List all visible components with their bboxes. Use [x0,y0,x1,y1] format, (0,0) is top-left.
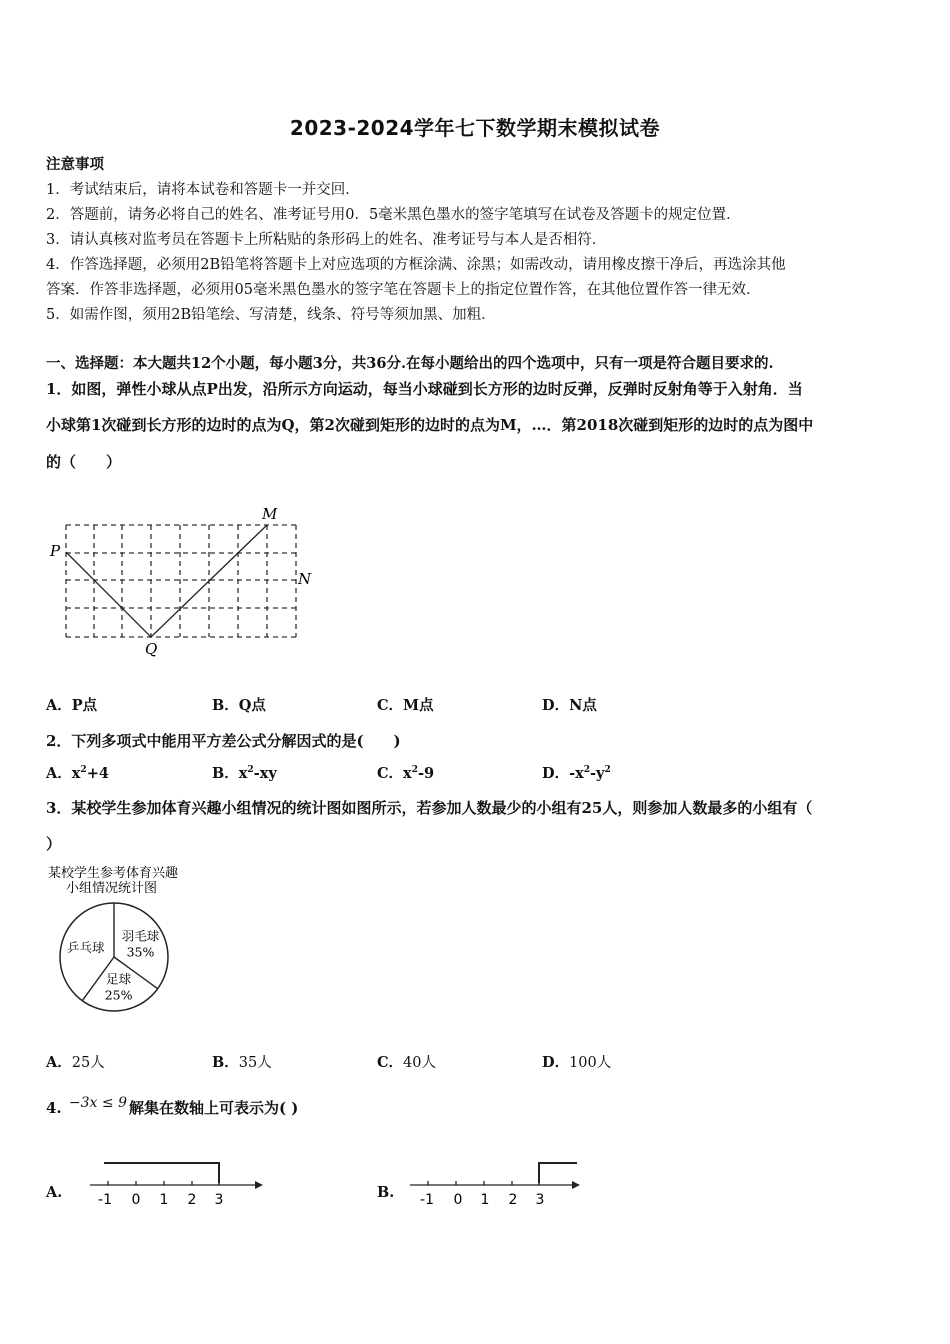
option-base: x [238,765,248,782]
option-text: 35人 [238,1055,272,1071]
q1-stem-2: 小球第1次碰到长方形的边时的点为Q，第2次碰到矩形的边时的点为M，…．第2018次碰到矩形的边时的点为图中 [46,416,814,434]
option-text: Q点 [238,697,266,714]
pie-slice-value: 25% [104,987,133,1003]
option-key: D． [542,765,570,782]
notice-item: 4．作答选择题，必须用2B铅笔将答题卡上对应选项的方框涂满、涂黑；如需改动，请用橡皮擦干净后，再选涂其他 [46,257,786,273]
label-q: Q [145,640,158,658]
option-text: 25人 [71,1055,105,1071]
q2-option-b[interactable] [212,762,277,783]
chart-title-1: 某校学生参考体育兴趣 [48,866,179,881]
pie-slice-label: 羽毛球 [121,928,160,944]
option-base: -x [569,765,584,782]
q2-option-a[interactable] [46,762,109,783]
tick-label: 3 [535,1192,545,1208]
option-tail: +4 [86,765,109,782]
q3-option-c[interactable] [377,1051,436,1072]
tick-label: 0 [131,1192,141,1208]
notice-item: 2．答题前，请务必将自己的姓名、准考证号用0．5毫米黑色墨水的签字笔填写在试卷及答题卡的规定位置． [46,207,741,223]
option-key: D． [542,1054,570,1071]
option-key: B． [212,697,239,714]
option-text: N点 [569,697,597,714]
option-sup: 2 [583,765,591,776]
notice-item: 1．考试结束后，请将本试卷和答题卡一并交回． [46,182,360,198]
option-key: A． [46,697,72,714]
option-key: B． [212,1054,239,1071]
tick-label: 0 [453,1192,463,1208]
q4-tail: 解集在数轴上可表示为( ) [128,1099,299,1117]
option-sup: 2 [604,765,611,776]
option-key: B． [212,765,239,782]
tick-label: 3 [214,1192,224,1208]
q4-number-line-a [85,1155,270,1215]
tick-label: 2 [187,1192,197,1208]
option-text: 100人 [569,1055,612,1071]
option-sup: 2 [247,765,254,776]
axis-arrow-a [255,1181,263,1189]
option-text: 40人 [403,1055,436,1071]
label-p: P [50,542,61,560]
option-sup: 2 [80,765,87,776]
q1-option-d[interactable] [542,694,597,715]
notice-item: 3．请认真核对监考员在答题卡上所粘贴的条形码上的姓名、准考证号与本人是否相符． [46,232,607,248]
label-m: M [262,505,278,523]
q4-number-line-b [405,1155,590,1215]
option-key: A． [46,1054,72,1071]
option-text: P点 [71,697,98,714]
option-text: M点 [403,697,434,714]
q1-stem: 1．如图，弹性小球从点P出发，沿所示方向运动，每当小球碰到长方形的边时反弹，反弹时反射角等于入射角．当 [46,380,803,398]
q1-figure [40,500,330,665]
q3-option-b[interactable] [212,1051,272,1072]
option-mid: -y [590,765,605,782]
tick-label: 1 [159,1192,169,1208]
label-n: N [298,570,312,588]
option-tail: -xy [253,765,277,782]
ball-path [66,525,267,637]
notice-item: 5．如需作图，须用2B铅笔绘、写清楚，线条、符号等须加黑、加粗． [46,307,496,323]
q3-stem: 3．某校学生参加体育兴趣小组情况的统计图如图所示，若参加人数最少的小组有25人，则参加人数最多的小组有（ [46,799,813,817]
q1-option-a[interactable] [46,694,97,715]
option-base: x [403,765,412,782]
pie-slice-label: 乒乓球 [66,939,105,955]
notice-item: 答案．作答非选择题，必须用05毫米黑色墨水的签字笔在答题卡上的指定位置作答，在其他位置作答一律无效． [46,282,761,298]
option-tail: -9 [417,765,435,782]
q3-option-d[interactable] [542,1051,611,1072]
q2-option-c[interactable] [377,762,434,783]
q3-stem-2: ） [46,835,62,853]
tick-label: -1 [420,1192,434,1208]
option-key: C． [377,1054,404,1071]
q4-number: 4. [46,1099,62,1117]
q4-stem [46,1097,298,1118]
option-key: C． [377,765,404,782]
page-title: 2023-2024学年七下数学期末模拟试卷 [289,116,661,140]
q1-option-b[interactable] [212,694,266,715]
option-key: C． [377,697,404,714]
q4-option-b[interactable]: B. [377,1184,395,1201]
solution-bracket-a [104,1163,219,1183]
q3-pie-chart [40,862,220,1020]
pie-slice-label: 足球 [106,971,132,987]
tick-label: 2 [508,1192,518,1208]
solution-bracket-b [539,1163,577,1183]
notice-heading: 注意事项 [46,156,104,173]
q3-option-a[interactable] [46,1051,105,1072]
section-heading: 一、选择题：本大题共12个小题，每小题3分，共36分.在每小题给出的四个选项中，只有一项是符合题目要求的. [46,355,774,372]
option-base: x [71,765,81,782]
tick-label: 1 [480,1192,490,1208]
chart-title-2: 小组情况统计图 [66,881,158,896]
q4-option-a[interactable]: A. [46,1184,63,1201]
q4-inequality: −3x ≤ 9 [68,1095,127,1111]
axis-arrow-b [572,1181,580,1189]
q1-option-c[interactable] [377,694,434,715]
option-sup: 2 [411,765,418,776]
tick-label: -1 [98,1192,112,1208]
pie-slice-value: 35% [126,944,155,960]
option-key: A． [46,765,72,782]
q2-option-d[interactable] [542,762,611,783]
option-key: D． [542,697,570,714]
q2-stem: 2．下列多项式中能用平方差公式分解因式的是( ) [46,732,401,750]
grid-lines [66,525,296,637]
q1-stem-3: 的（ ） [46,453,122,471]
